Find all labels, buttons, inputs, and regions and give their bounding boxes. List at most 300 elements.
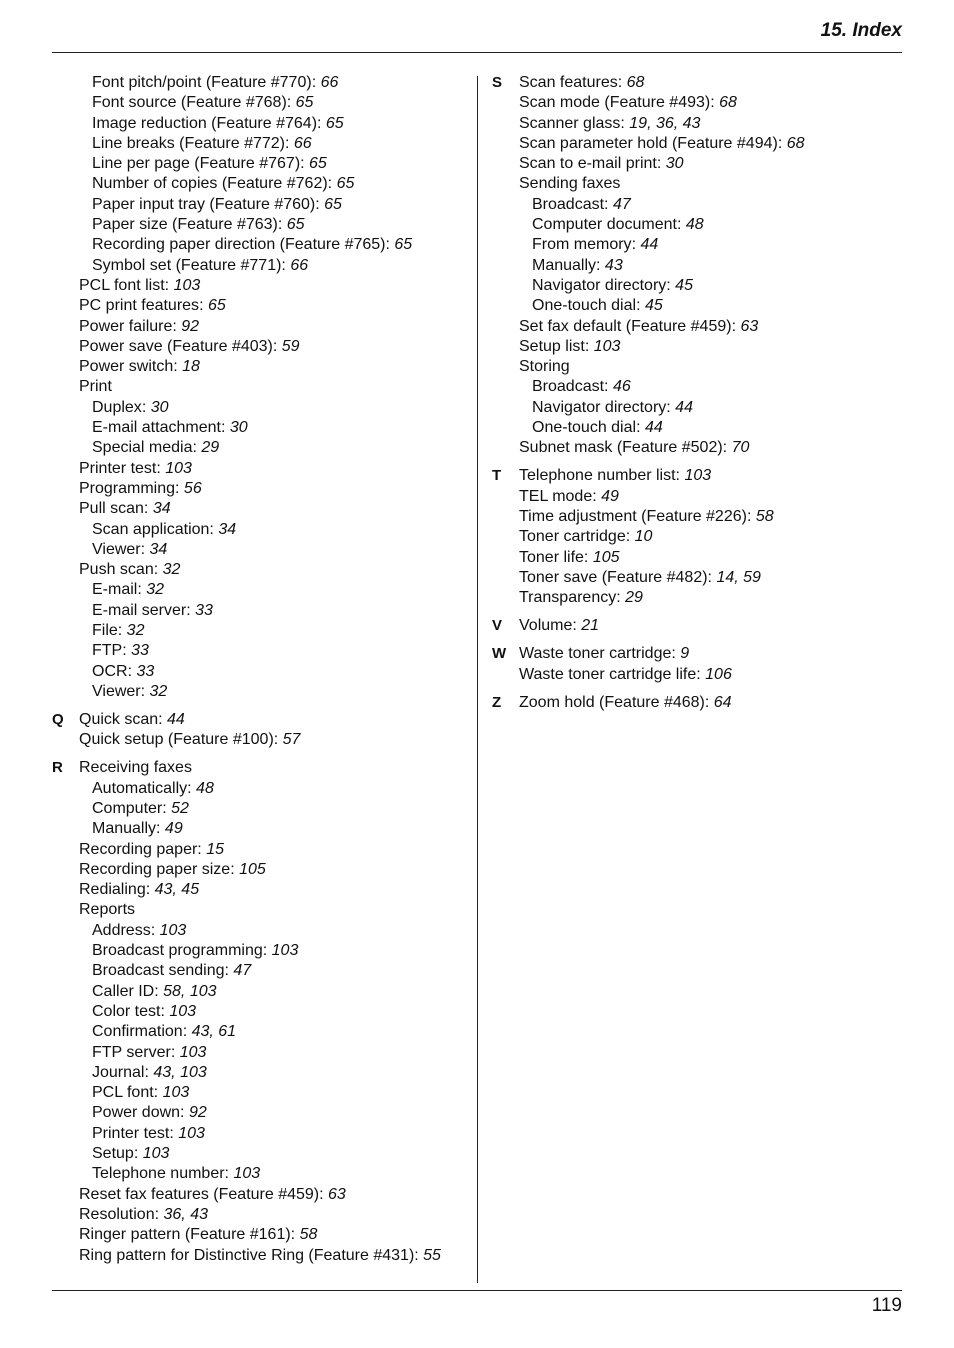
index-term: Receiving faxes [79, 759, 192, 777]
index-page-refs: 33 [136, 662, 155, 680]
index-separator: : [224, 962, 234, 980]
index-page-refs: 103 [162, 1084, 190, 1102]
index-entry [52, 1246, 472, 1266]
index-separator: : [272, 337, 282, 355]
index-entry [492, 665, 902, 685]
index-subentry [52, 93, 472, 113]
index-subentry [52, 215, 472, 235]
index-entry [492, 134, 902, 154]
index-page-refs: 57 [282, 731, 301, 749]
index-term: PCL font list [79, 276, 165, 294]
index-subentry [52, 195, 472, 215]
header-rule [52, 52, 902, 53]
index-subentry [52, 1144, 472, 1164]
index-separator: : [414, 1246, 424, 1264]
index-subentry [52, 1103, 472, 1123]
index-page-refs: 105 [592, 548, 620, 566]
index-subentry [52, 819, 472, 839]
index-term: Pull scan [79, 500, 144, 518]
index-page-refs: 55 [423, 1246, 441, 1264]
index-letter-group [492, 466, 902, 608]
index-separator: : [153, 561, 163, 579]
index-term: TEL mode [519, 487, 593, 505]
index-page-refs: 103 [179, 1043, 207, 1061]
index-term: Reports [79, 901, 136, 919]
index-section-letter: W [492, 645, 507, 663]
index-subentry [52, 256, 472, 276]
index-subentry [52, 134, 472, 154]
index-term: FTP server [92, 1043, 171, 1061]
index-term: E-mail [92, 581, 138, 599]
index-entry [52, 860, 472, 880]
index-separator: : [172, 317, 182, 335]
index-separator: : [277, 216, 287, 234]
index-letter-group [492, 693, 902, 713]
index-term: Recording paper direction (Feature #765) [92, 236, 386, 254]
index-page-refs: 65 [325, 114, 344, 132]
index-page-refs: 34 [152, 500, 171, 518]
index-term: Image reduction (Feature #764) [92, 114, 318, 132]
index-entry [492, 337, 902, 357]
index-term: E-mail attachment [92, 419, 221, 437]
index-separator: : [154, 1205, 164, 1223]
index-subentry [52, 1043, 472, 1063]
index-term: Toner cartridge [519, 528, 626, 546]
index-separator: : [704, 693, 714, 711]
index-separator: : [133, 1145, 143, 1163]
index-page-refs: 44 [167, 711, 185, 728]
index-separator: : [656, 155, 666, 173]
index-subentry [52, 641, 472, 661]
index-term: Scanner glass [519, 114, 621, 132]
index-term: Navigator directory [532, 398, 667, 416]
index-term: Programming [79, 479, 176, 497]
index-term: Print [79, 378, 112, 396]
index-entry [52, 880, 472, 900]
index-subentry [52, 621, 472, 641]
index-separator: : [315, 195, 325, 213]
page-number: 119 [871, 1295, 902, 1316]
index-page-refs: 30 [229, 419, 248, 437]
index-separator: : [156, 820, 165, 838]
index-term: Font source (Feature #768) [92, 94, 287, 112]
index-separator: : [145, 881, 155, 899]
index-term: Toner life [519, 548, 584, 566]
index-separator: : [596, 256, 605, 274]
index-page-refs: 92 [188, 1104, 207, 1122]
index-entry [492, 73, 902, 93]
index-separator: : [592, 487, 602, 505]
index-separator: : [262, 942, 272, 960]
index-entry [492, 487, 902, 507]
index-page-refs: 64 [713, 693, 732, 711]
index-subentry [52, 1022, 472, 1042]
index-separator: : [675, 467, 685, 485]
index-subentry [52, 1164, 472, 1184]
index-subentry [52, 154, 472, 174]
index-page-refs: 32 [149, 682, 168, 700]
index-term: Ringer pattern (Feature #161) [79, 1226, 291, 1244]
index-subentry [52, 682, 472, 702]
index-term: PC print features [79, 297, 200, 315]
index-term: Manually [532, 256, 597, 274]
index-term: OCR [92, 662, 128, 680]
index-page-refs: 9 [680, 645, 690, 663]
index-term: Paper input tray (Feature #760) [92, 195, 316, 213]
index-entry [492, 357, 902, 377]
index-term: Line per page (Feature #767) [92, 155, 301, 173]
index-page-refs: 58, 103 [163, 982, 217, 1000]
index-section-letter: T [492, 467, 502, 485]
index-term: Color test [92, 1002, 161, 1020]
index-subentry [52, 601, 472, 621]
index-separator: : [197, 840, 207, 858]
index-term: Power failure [79, 317, 173, 335]
index-letter-group [52, 73, 472, 702]
index-subentry [492, 215, 902, 235]
index-page-refs: 46 [612, 378, 631, 396]
index-term: Duplex [92, 398, 142, 416]
index-separator: : [746, 508, 756, 526]
index-term: File [92, 622, 118, 640]
index-page-refs: 103 [169, 1002, 197, 1020]
index-separator: : [604, 378, 613, 396]
index-separator: : [192, 439, 202, 457]
index-entry [492, 466, 902, 486]
index-page-refs: 43, 61 [191, 1023, 237, 1041]
index-separator: : [636, 297, 645, 315]
index-entry [52, 479, 472, 499]
index-page-refs: 21 [581, 617, 600, 635]
index-page-refs: 43, 103 [153, 1063, 207, 1081]
index-term: Sending faxes [519, 175, 621, 193]
index-page-refs: 15 [206, 840, 224, 858]
index-separator: : [584, 337, 594, 355]
index-entry [52, 730, 472, 750]
index-section-letter: R [52, 759, 63, 777]
index-separator: : [170, 1043, 180, 1061]
index-entry [492, 693, 902, 713]
index-term: Automatically [92, 779, 188, 797]
index-term: Recording paper size [79, 860, 231, 878]
index-page-refs: 58 [755, 508, 774, 526]
index-separator: : [676, 216, 686, 234]
index-separator: : [620, 114, 630, 132]
index-letter-group [52, 758, 472, 1265]
index-page-refs: 92 [181, 317, 200, 335]
index-page-refs: 10 [634, 528, 653, 546]
index-page-refs: 18 [182, 358, 200, 376]
index-term: Power save (Feature #403) [79, 337, 273, 355]
index-separator: : [290, 1226, 300, 1244]
index-term: Viewer [92, 682, 141, 700]
index-separator: : [671, 645, 681, 663]
index-separator: : [209, 520, 219, 538]
index-separator: : [127, 662, 137, 680]
index-separator: : [122, 642, 132, 660]
index-term: Quick setup (Feature #100) [79, 731, 274, 749]
index-separator: : [187, 779, 197, 797]
index-subentry [492, 256, 902, 276]
index-term: Setup list [519, 337, 585, 355]
index-term: Scan mode (Feature #493) [519, 94, 711, 112]
index-subentry [52, 1124, 472, 1144]
index-term: Set fax default (Feature #459) [519, 317, 732, 335]
index-subentry [52, 235, 472, 255]
index-term: Push scan [79, 561, 154, 579]
index-letter-group [492, 73, 902, 459]
index-separator: : [158, 711, 168, 728]
index-separator: : [625, 528, 635, 546]
index-page-refs: 58 [299, 1226, 318, 1244]
index-page-refs: 103 [233, 1165, 261, 1183]
index-subentry [492, 235, 902, 255]
index-term: Special media [92, 439, 193, 457]
index-entry [52, 499, 472, 519]
index-term: E-mail server [92, 601, 187, 619]
column-divider [477, 76, 478, 1283]
index-page-refs: 105 [239, 860, 266, 878]
index-subentry [492, 398, 902, 418]
index-separator: : [220, 419, 230, 437]
index-page-refs: 68 [626, 74, 645, 91]
index-separator: : [631, 236, 641, 254]
index-page-refs: 48 [196, 779, 214, 797]
index-page-refs: 103 [178, 1124, 205, 1142]
index-separator: : [285, 134, 294, 152]
index-page-refs: 14, 59 [716, 568, 761, 586]
index-term: Volume [519, 617, 573, 635]
index-entry [492, 154, 902, 174]
index-page-refs: 56 [183, 479, 202, 497]
index-entry [52, 357, 472, 377]
index-subentry [52, 174, 472, 194]
index-page-refs: 36, 43 [163, 1205, 208, 1223]
index-page-refs: 48 [685, 216, 704, 234]
index-page-refs: 63 [740, 317, 759, 335]
index-separator: : [572, 617, 582, 635]
index-page-refs: 65 [324, 195, 342, 213]
index-page-refs: 65 [336, 175, 355, 193]
index-term: Recording paper [79, 840, 198, 858]
index-separator: : [117, 622, 127, 640]
index-letter-group [492, 644, 902, 685]
index-entry [492, 527, 902, 547]
index-entry [492, 616, 902, 636]
index-page-refs: 29 [625, 589, 643, 607]
index-separator: : [141, 398, 151, 416]
index-term: Toner save (Feature #482) [519, 568, 708, 586]
index-column-left [52, 73, 472, 1274]
index-term: Broadcast [532, 378, 605, 396]
index-entry [52, 276, 472, 296]
index-separator: : [140, 682, 150, 700]
index-subentry [492, 296, 902, 316]
index-entry [52, 840, 472, 860]
index-term: Broadcast [532, 195, 605, 213]
index-page-refs: 45 [644, 297, 663, 315]
index-term: One-touch dial [532, 419, 637, 437]
index-subentry [52, 114, 472, 134]
index-page-refs: 66 [290, 256, 309, 274]
index-term: Address [92, 921, 151, 939]
index-separator: : [154, 982, 164, 1000]
page-header-title: 15. Index [820, 20, 902, 41]
index-term: Ring pattern for Distinctive Ring (Feature #431) [79, 1246, 415, 1264]
index-term: Journal [92, 1063, 145, 1081]
index-separator: : [616, 589, 626, 607]
index-term: Scan application [92, 520, 210, 538]
index-letter-group [52, 710, 472, 751]
index-page-refs: 44 [640, 236, 659, 254]
index-column-right [492, 73, 902, 721]
index-page-refs: 32 [146, 581, 165, 599]
index-term: Broadcast programming [92, 942, 263, 960]
index-page-refs: 34 [149, 540, 168, 558]
index-term: Number of copies (Feature #762) [92, 175, 328, 193]
index-page-refs: 43 [604, 256, 623, 274]
index-term: Transparency [519, 589, 617, 607]
index-subentry [52, 982, 472, 1002]
index-page-refs: 52 [171, 799, 189, 817]
index-entry [52, 337, 472, 357]
index-entry [52, 1225, 472, 1245]
index-entry [492, 174, 902, 194]
index-term: Zoom hold (Feature #468) [519, 693, 705, 711]
index-term: One-touch dial [532, 297, 637, 315]
index-separator: : [143, 500, 153, 518]
index-page-refs: 63 [328, 1185, 346, 1203]
index-page-refs: 30 [665, 155, 684, 173]
index-entry [52, 710, 472, 730]
index-entry [52, 296, 472, 316]
index-term: Telephone number list [519, 467, 676, 485]
index-entry [492, 548, 902, 568]
index-page-refs: 103 [271, 942, 299, 960]
index-entry [52, 459, 472, 479]
index-separator: : [230, 860, 240, 878]
index-term: Navigator directory [532, 276, 667, 294]
index-term: Printer test [79, 459, 157, 477]
index-separator: : [137, 581, 147, 599]
index-subentry [492, 195, 902, 215]
index-page-refs: 66 [320, 74, 339, 91]
index-page-refs: 49 [601, 487, 619, 505]
index-page-refs: 29 [201, 439, 220, 457]
index-entry [52, 900, 472, 920]
index-page-refs: 65 [309, 155, 327, 173]
index-page-refs: 33 [131, 642, 149, 660]
index-separator: : [153, 1084, 163, 1102]
index-separator: : [160, 1002, 170, 1020]
index-separator: : [300, 155, 310, 173]
index-term: PCL font [92, 1084, 154, 1102]
index-separator: : [696, 665, 706, 683]
index-term: Resolution [79, 1205, 155, 1223]
index-separator: : [144, 1063, 154, 1081]
index-subentry [52, 799, 472, 819]
index-separator: : [175, 479, 184, 497]
index-term: Reset fax features (Feature #459) [79, 1185, 320, 1203]
index-page-refs: 32 [126, 622, 145, 640]
index-subentry [52, 520, 472, 540]
index-term: Printer test [92, 1124, 170, 1142]
index-subentry [52, 438, 472, 458]
index-separator: : [777, 134, 787, 152]
index-term: Time adjustment (Feature #226) [519, 508, 747, 526]
index-term: Symbol set (Feature #771) [92, 256, 282, 274]
index-entry [52, 317, 472, 337]
index-term: Font pitch/point (Feature #770) [92, 74, 312, 91]
index-page-refs: 59 [281, 337, 300, 355]
index-page-refs: 70 [731, 439, 750, 457]
index-section-letter: Q [52, 711, 64, 728]
index-term: Power down [92, 1104, 181, 1122]
index-page-refs: 32 [162, 561, 181, 579]
index-subentry [52, 1002, 472, 1022]
index-term: Manually [92, 820, 157, 838]
index-separator: : [385, 236, 395, 254]
index-term: Power switch [79, 358, 174, 376]
index-page-refs: 30 [150, 398, 169, 416]
index-page-refs: 33 [195, 601, 213, 619]
index-page-refs: 44 [644, 419, 663, 437]
index-entry [52, 758, 472, 778]
index-separator: : [186, 601, 196, 619]
index-separator: : [173, 358, 183, 376]
index-separator: : [140, 540, 150, 558]
index-separator: : [180, 1104, 189, 1122]
index-page-refs: 65 [286, 216, 305, 234]
index-subentry [52, 961, 472, 981]
index-separator: : [317, 114, 326, 132]
index-term: Setup [92, 1145, 134, 1163]
index-subentry [52, 662, 472, 682]
index-term: Waste toner cartridge [519, 645, 672, 663]
index-term: Caller ID [92, 982, 155, 1000]
index-page-refs: 45 [675, 276, 693, 294]
index-separator: : [617, 74, 627, 91]
index-page-refs: 68 [786, 134, 805, 152]
index-page-refs: 68 [719, 94, 737, 112]
index-page-refs: 103 [142, 1145, 170, 1163]
index-section-letter: V [492, 617, 503, 635]
index-entry [492, 114, 902, 134]
index-letter-group [492, 616, 902, 636]
index-entry [492, 438, 902, 458]
index-entry [52, 560, 472, 580]
index-separator: : [666, 398, 676, 416]
index-subentry [52, 921, 472, 941]
index-separator: : [604, 195, 613, 213]
index-page-refs: 66 [293, 134, 312, 152]
index-term: Quick scan [79, 711, 159, 728]
index-page-refs: 65 [207, 297, 226, 315]
index-separator: : [150, 921, 160, 939]
index-entry [492, 507, 902, 527]
index-separator: : [327, 175, 337, 193]
index-term: Waste toner cartridge life [519, 665, 697, 683]
index-separator: : [636, 419, 645, 437]
index-subentry [52, 418, 472, 438]
index-separator: : [156, 459, 166, 477]
index-page-refs: 65 [295, 94, 314, 112]
index-page-refs: 103 [165, 459, 192, 477]
index-term: FTP [92, 642, 123, 660]
index-term: From memory [532, 236, 632, 254]
index-separator: : [731, 317, 741, 335]
index-term: Storing [519, 358, 570, 376]
